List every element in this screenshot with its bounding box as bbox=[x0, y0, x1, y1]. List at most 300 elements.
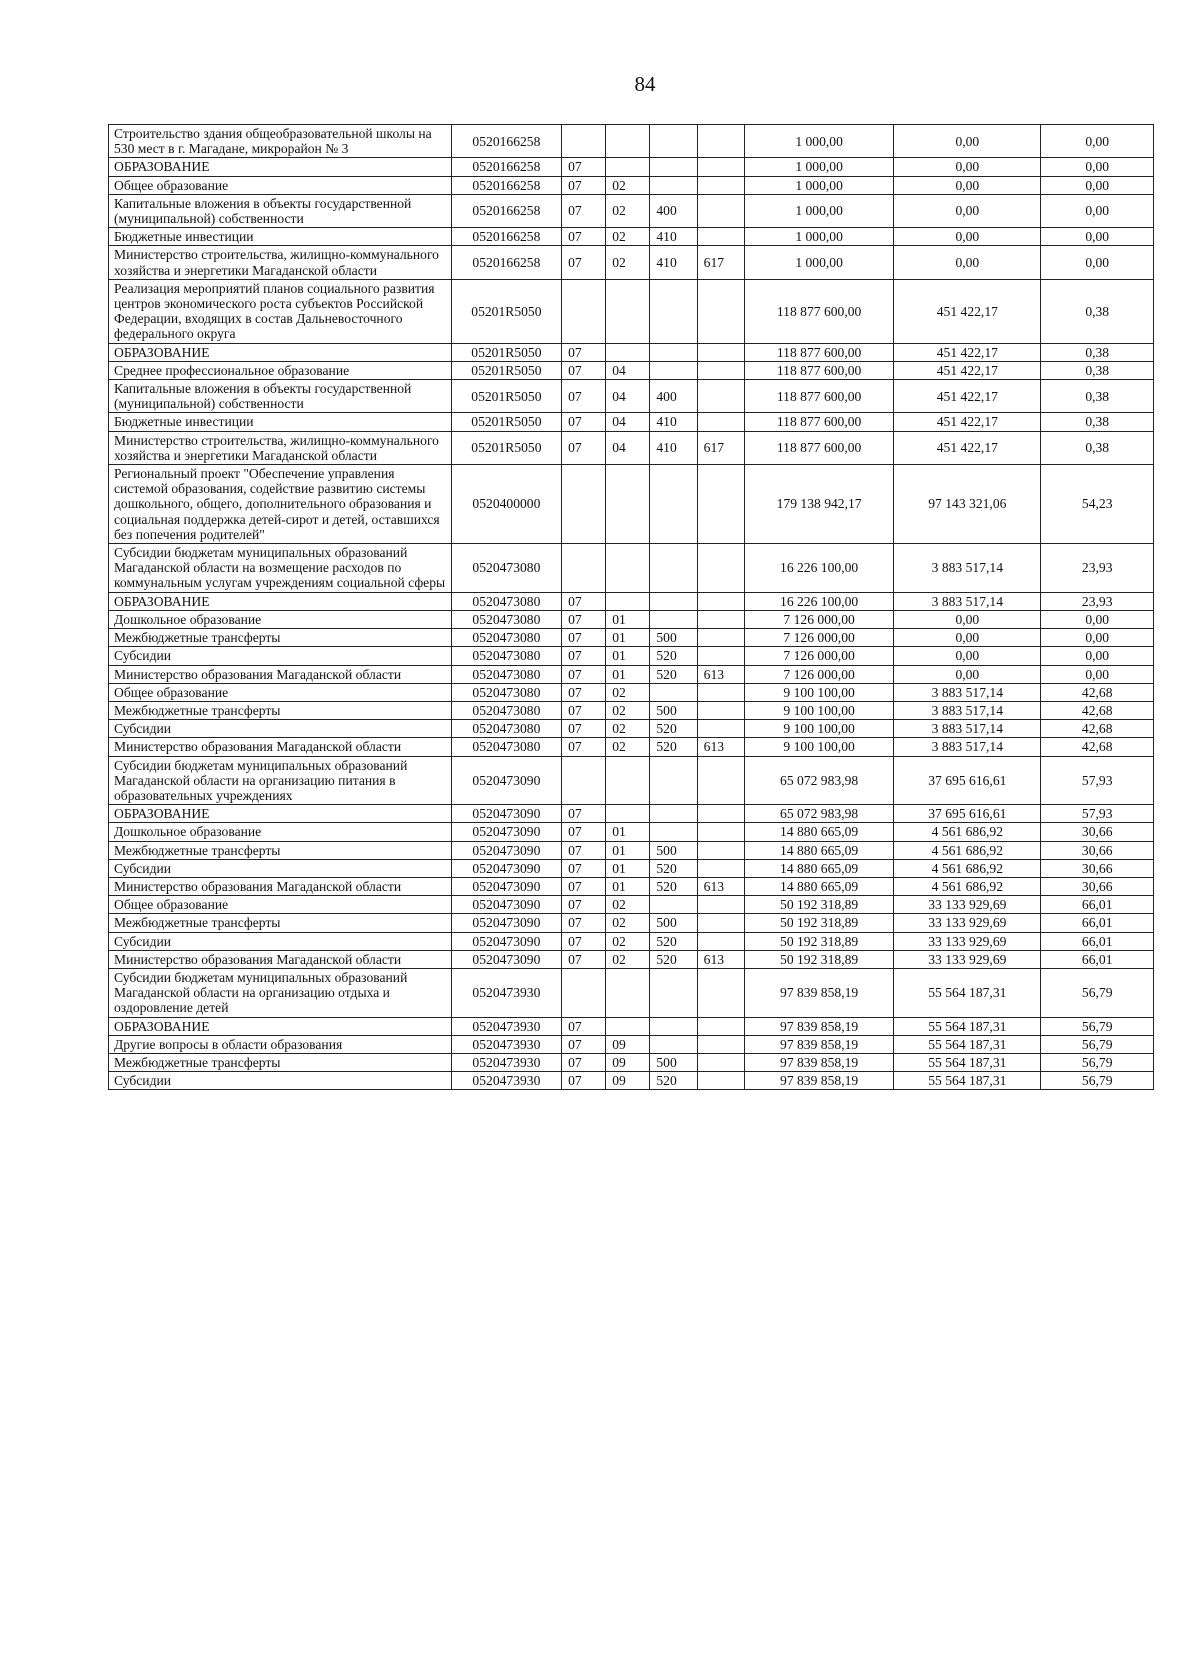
row-expense-type bbox=[650, 683, 697, 701]
row-plan-amount: 65 072 983,98 bbox=[744, 805, 893, 823]
row-section: 07 bbox=[562, 1053, 606, 1071]
row-section: 07 bbox=[562, 1035, 606, 1053]
row-plan-amount: 9 100 100,00 bbox=[744, 701, 893, 719]
row-target-code: 0520473080 bbox=[451, 647, 561, 665]
row-subsection: 04 bbox=[606, 413, 650, 431]
table-body bbox=[109, 125, 1154, 1090]
row-section: 07 bbox=[562, 380, 606, 413]
row-subsection: 01 bbox=[606, 647, 650, 665]
row-fact-amount: 3 883 517,14 bbox=[894, 544, 1041, 593]
row-target-code: 0520400000 bbox=[451, 465, 561, 544]
row-subsection: 01 bbox=[606, 610, 650, 628]
row-fact-amount: 451 422,17 bbox=[894, 413, 1041, 431]
row-target-code: 0520473080 bbox=[451, 610, 561, 628]
table-row bbox=[109, 176, 1154, 194]
row-administrator bbox=[697, 647, 744, 665]
row-expense-type: 520 bbox=[650, 738, 697, 756]
row-administrator bbox=[697, 1035, 744, 1053]
row-plan-amount: 16 226 100,00 bbox=[744, 592, 893, 610]
row-target-code: 0520473090 bbox=[451, 859, 561, 877]
row-name: Другие вопросы в области образования bbox=[109, 1035, 452, 1053]
row-plan-amount: 97 839 858,19 bbox=[744, 1053, 893, 1071]
row-expense-type: 520 bbox=[650, 877, 697, 895]
row-fact-amount: 33 133 929,69 bbox=[894, 932, 1041, 950]
row-fact-amount: 4 561 686,92 bbox=[894, 823, 1041, 841]
row-target-code: 0520473090 bbox=[451, 823, 561, 841]
row-fact-amount: 0,00 bbox=[894, 176, 1041, 194]
row-percent: 42,68 bbox=[1041, 720, 1154, 738]
row-percent: 54,23 bbox=[1041, 465, 1154, 544]
table-row bbox=[109, 823, 1154, 841]
table-row bbox=[109, 841, 1154, 859]
row-subsection: 02 bbox=[606, 738, 650, 756]
row-target-code: 0520473930 bbox=[451, 1053, 561, 1071]
row-administrator bbox=[697, 158, 744, 176]
row-target-code: 0520473090 bbox=[451, 841, 561, 859]
row-target-code: 0520166258 bbox=[451, 228, 561, 246]
row-plan-amount: 50 192 318,89 bbox=[744, 950, 893, 968]
row-fact-amount: 4 561 686,92 bbox=[894, 877, 1041, 895]
row-name: ОБРАЗОВАНИЕ bbox=[109, 805, 452, 823]
row-section: 07 bbox=[562, 361, 606, 379]
row-target-code: 0520473090 bbox=[451, 877, 561, 895]
row-administrator bbox=[697, 1072, 744, 1090]
row-percent: 56,79 bbox=[1041, 1017, 1154, 1035]
row-section: 07 bbox=[562, 701, 606, 719]
row-expense-type bbox=[650, 1035, 697, 1053]
row-plan-amount: 65 072 983,98 bbox=[744, 756, 893, 805]
row-fact-amount: 451 422,17 bbox=[894, 361, 1041, 379]
row-subsection: 01 bbox=[606, 841, 650, 859]
row-section: 07 bbox=[562, 823, 606, 841]
table-row bbox=[109, 279, 1154, 343]
row-plan-amount: 16 226 100,00 bbox=[744, 544, 893, 593]
row-expense-type bbox=[650, 968, 697, 1017]
row-target-code: 0520473080 bbox=[451, 629, 561, 647]
row-name: Строительство здания общеобразовательной школы на 530 мест в г. Магадане, микрорайон № 3 bbox=[109, 125, 452, 158]
row-fact-amount: 55 564 187,31 bbox=[894, 1035, 1041, 1053]
row-plan-amount: 97 839 858,19 bbox=[744, 1072, 893, 1090]
row-expense-type: 520 bbox=[650, 665, 697, 683]
row-fact-amount: 37 695 616,61 bbox=[894, 805, 1041, 823]
row-percent: 0,00 bbox=[1041, 665, 1154, 683]
row-expense-type bbox=[650, 610, 697, 628]
row-expense-type bbox=[650, 125, 697, 158]
row-percent: 42,68 bbox=[1041, 701, 1154, 719]
table-row bbox=[109, 1072, 1154, 1090]
row-plan-amount: 9 100 100,00 bbox=[744, 738, 893, 756]
row-name: Министерство образования Магаданской области bbox=[109, 877, 452, 895]
row-target-code: 0520473080 bbox=[451, 720, 561, 738]
row-section bbox=[562, 756, 606, 805]
row-section: 07 bbox=[562, 610, 606, 628]
row-expense-type bbox=[650, 823, 697, 841]
row-name: Министерство образования Магаданской области bbox=[109, 950, 452, 968]
table-row bbox=[109, 544, 1154, 593]
row-section: 07 bbox=[562, 629, 606, 647]
row-administrator bbox=[697, 841, 744, 859]
row-subsection: 01 bbox=[606, 823, 650, 841]
row-expense-type bbox=[650, 1017, 697, 1035]
row-expense-type: 410 bbox=[650, 246, 697, 279]
row-subsection: 01 bbox=[606, 877, 650, 895]
row-subsection bbox=[606, 279, 650, 343]
row-administrator bbox=[697, 720, 744, 738]
row-plan-amount: 14 880 665,09 bbox=[744, 823, 893, 841]
row-section: 07 bbox=[562, 1017, 606, 1035]
row-percent: 30,66 bbox=[1041, 859, 1154, 877]
row-administrator bbox=[697, 343, 744, 361]
row-percent: 66,01 bbox=[1041, 950, 1154, 968]
row-subsection bbox=[606, 343, 650, 361]
row-administrator bbox=[697, 125, 744, 158]
row-expense-type: 520 bbox=[650, 932, 697, 950]
row-expense-type bbox=[650, 176, 697, 194]
row-fact-amount: 55 564 187,31 bbox=[894, 968, 1041, 1017]
row-name: Общее образование bbox=[109, 176, 452, 194]
row-plan-amount: 7 126 000,00 bbox=[744, 629, 893, 647]
row-subsection bbox=[606, 756, 650, 805]
row-section: 07 bbox=[562, 431, 606, 464]
row-subsection bbox=[606, 125, 650, 158]
row-name: Дошкольное образование bbox=[109, 610, 452, 628]
row-name: Субсидии bbox=[109, 859, 452, 877]
row-percent: 23,93 bbox=[1041, 544, 1154, 593]
row-expense-type bbox=[650, 544, 697, 593]
row-section bbox=[562, 968, 606, 1017]
row-name: Межбюджетные трансферты bbox=[109, 701, 452, 719]
row-fact-amount: 0,00 bbox=[894, 610, 1041, 628]
row-subsection: 09 bbox=[606, 1072, 650, 1090]
row-name: Бюджетные инвестиции bbox=[109, 228, 452, 246]
row-name: Субсидии bbox=[109, 720, 452, 738]
row-subsection: 04 bbox=[606, 380, 650, 413]
row-administrator bbox=[697, 859, 744, 877]
row-expense-type: 520 bbox=[650, 1072, 697, 1090]
row-target-code: 0520473080 bbox=[451, 701, 561, 719]
row-plan-amount: 7 126 000,00 bbox=[744, 610, 893, 628]
row-subsection: 01 bbox=[606, 629, 650, 647]
row-expense-type: 400 bbox=[650, 380, 697, 413]
row-administrator bbox=[697, 932, 744, 950]
row-name: Региональный проект "Обеспечение управления системой образования, содействие развитию системы дошкольного, общего, дополнительного образования и социальная поддержка детей-сирот и детей, оставшихся без попечения родителей" bbox=[109, 465, 452, 544]
table-row bbox=[109, 701, 1154, 719]
table-row bbox=[109, 1035, 1154, 1053]
row-subsection: 09 bbox=[606, 1035, 650, 1053]
row-plan-amount: 9 100 100,00 bbox=[744, 683, 893, 701]
table-row bbox=[109, 610, 1154, 628]
row-expense-type bbox=[650, 592, 697, 610]
row-subsection bbox=[606, 968, 650, 1017]
row-name: Общее образование bbox=[109, 896, 452, 914]
row-percent: 57,93 bbox=[1041, 756, 1154, 805]
row-name: ОБРАЗОВАНИЕ bbox=[109, 343, 452, 361]
row-expense-type bbox=[650, 896, 697, 914]
row-name: ОБРАЗОВАНИЕ bbox=[109, 158, 452, 176]
row-percent: 0,00 bbox=[1041, 246, 1154, 279]
row-fact-amount: 0,00 bbox=[894, 629, 1041, 647]
row-name: Министерство образования Магаданской области bbox=[109, 665, 452, 683]
row-administrator bbox=[697, 176, 744, 194]
row-section: 07 bbox=[562, 877, 606, 895]
row-fact-amount: 3 883 517,14 bbox=[894, 701, 1041, 719]
row-target-code: 0520166258 bbox=[451, 176, 561, 194]
row-section: 07 bbox=[562, 896, 606, 914]
row-section: 07 bbox=[562, 1072, 606, 1090]
table-row bbox=[109, 629, 1154, 647]
row-name: Министерство образования Магаданской области bbox=[109, 738, 452, 756]
row-percent: 0,00 bbox=[1041, 176, 1154, 194]
row-subsection: 02 bbox=[606, 914, 650, 932]
row-administrator bbox=[697, 279, 744, 343]
row-fact-amount: 451 422,17 bbox=[894, 431, 1041, 464]
row-administrator: 613 bbox=[697, 738, 744, 756]
table-row bbox=[109, 683, 1154, 701]
table-row bbox=[109, 720, 1154, 738]
row-expense-type: 410 bbox=[650, 413, 697, 431]
row-section: 07 bbox=[562, 647, 606, 665]
row-target-code: 0520166258 bbox=[451, 194, 561, 227]
row-plan-amount: 7 126 000,00 bbox=[744, 647, 893, 665]
row-fact-amount: 3 883 517,14 bbox=[894, 683, 1041, 701]
row-percent: 56,79 bbox=[1041, 1072, 1154, 1090]
row-plan-amount: 97 839 858,19 bbox=[744, 1017, 893, 1035]
row-name: ОБРАЗОВАНИЕ bbox=[109, 1017, 452, 1035]
row-fact-amount: 0,00 bbox=[894, 158, 1041, 176]
table-row bbox=[109, 343, 1154, 361]
row-percent: 0,00 bbox=[1041, 610, 1154, 628]
row-fact-amount: 33 133 929,69 bbox=[894, 950, 1041, 968]
row-fact-amount: 0,00 bbox=[894, 228, 1041, 246]
row-target-code: 0520166258 bbox=[451, 158, 561, 176]
row-administrator bbox=[697, 805, 744, 823]
row-target-code: 05201R5050 bbox=[451, 413, 561, 431]
row-section bbox=[562, 279, 606, 343]
row-target-code: 0520473090 bbox=[451, 932, 561, 950]
row-expense-type bbox=[650, 158, 697, 176]
row-subsection bbox=[606, 592, 650, 610]
row-subsection: 01 bbox=[606, 665, 650, 683]
row-administrator bbox=[697, 701, 744, 719]
row-subsection bbox=[606, 544, 650, 593]
row-section: 07 bbox=[562, 914, 606, 932]
row-administrator bbox=[697, 465, 744, 544]
row-section bbox=[562, 125, 606, 158]
row-subsection: 02 bbox=[606, 720, 650, 738]
row-target-code: 0520473090 bbox=[451, 756, 561, 805]
table-row bbox=[109, 932, 1154, 950]
row-target-code: 0520473930 bbox=[451, 1017, 561, 1035]
row-administrator bbox=[697, 194, 744, 227]
row-plan-amount: 1 000,00 bbox=[744, 246, 893, 279]
page-number: 84 bbox=[634, 72, 656, 96]
row-plan-amount: 50 192 318,89 bbox=[744, 914, 893, 932]
row-administrator: 613 bbox=[697, 877, 744, 895]
row-name: Субсидии bbox=[109, 647, 452, 665]
row-subsection: 02 bbox=[606, 176, 650, 194]
row-name: Субсидии bbox=[109, 932, 452, 950]
row-fact-amount: 0,00 bbox=[894, 194, 1041, 227]
row-name: Межбюджетные трансферты bbox=[109, 914, 452, 932]
row-fact-amount: 0,00 bbox=[894, 125, 1041, 158]
row-section: 07 bbox=[562, 841, 606, 859]
row-percent: 66,01 bbox=[1041, 914, 1154, 932]
row-name: Субсидии bbox=[109, 1072, 452, 1090]
row-section: 07 bbox=[562, 592, 606, 610]
row-section: 07 bbox=[562, 246, 606, 279]
row-percent: 0,00 bbox=[1041, 228, 1154, 246]
row-fact-amount: 0,00 bbox=[894, 246, 1041, 279]
row-target-code: 0520473930 bbox=[451, 1072, 561, 1090]
row-administrator bbox=[697, 756, 744, 805]
row-percent: 42,68 bbox=[1041, 683, 1154, 701]
row-percent: 0,00 bbox=[1041, 647, 1154, 665]
row-percent: 56,79 bbox=[1041, 1035, 1154, 1053]
row-administrator bbox=[697, 380, 744, 413]
row-plan-amount: 14 880 665,09 bbox=[744, 841, 893, 859]
row-percent: 0,38 bbox=[1041, 343, 1154, 361]
row-percent: 0,38 bbox=[1041, 361, 1154, 379]
row-fact-amount: 451 422,17 bbox=[894, 279, 1041, 343]
row-fact-amount: 55 564 187,31 bbox=[894, 1017, 1041, 1035]
row-target-code: 0520473930 bbox=[451, 968, 561, 1017]
row-plan-amount: 118 877 600,00 bbox=[744, 413, 893, 431]
row-subsection: 02 bbox=[606, 228, 650, 246]
table-row bbox=[109, 194, 1154, 227]
row-section: 07 bbox=[562, 158, 606, 176]
row-section: 07 bbox=[562, 805, 606, 823]
row-target-code: 0520473090 bbox=[451, 950, 561, 968]
row-target-code: 0520473080 bbox=[451, 683, 561, 701]
row-target-code: 0520473080 bbox=[451, 738, 561, 756]
row-expense-type: 410 bbox=[650, 228, 697, 246]
row-expense-type: 520 bbox=[650, 859, 697, 877]
table-row bbox=[109, 877, 1154, 895]
row-expense-type bbox=[650, 343, 697, 361]
budget-table bbox=[108, 124, 1154, 1090]
row-fact-amount: 451 422,17 bbox=[894, 380, 1041, 413]
row-subsection: 04 bbox=[606, 431, 650, 464]
row-administrator: 613 bbox=[697, 950, 744, 968]
row-section: 07 bbox=[562, 738, 606, 756]
row-expense-type: 400 bbox=[650, 194, 697, 227]
row-target-code: 0520473090 bbox=[451, 914, 561, 932]
row-administrator bbox=[697, 592, 744, 610]
row-plan-amount: 14 880 665,09 bbox=[744, 859, 893, 877]
row-name: Общее образование bbox=[109, 683, 452, 701]
row-fact-amount: 33 133 929,69 bbox=[894, 896, 1041, 914]
row-plan-amount: 97 839 858,19 bbox=[744, 1035, 893, 1053]
row-fact-amount: 55 564 187,31 bbox=[894, 1053, 1041, 1071]
row-fact-amount: 0,00 bbox=[894, 665, 1041, 683]
row-plan-amount: 1 000,00 bbox=[744, 228, 893, 246]
row-administrator bbox=[697, 823, 744, 841]
row-name: Бюджетные инвестиции bbox=[109, 413, 452, 431]
table-row bbox=[109, 859, 1154, 877]
row-plan-amount: 1 000,00 bbox=[744, 176, 893, 194]
row-subsection: 02 bbox=[606, 246, 650, 279]
row-target-code: 0520166258 bbox=[451, 246, 561, 279]
row-plan-amount: 97 839 858,19 bbox=[744, 968, 893, 1017]
row-percent: 30,66 bbox=[1041, 841, 1154, 859]
row-expense-type: 520 bbox=[650, 647, 697, 665]
row-section bbox=[562, 465, 606, 544]
row-fact-amount: 3 883 517,14 bbox=[894, 738, 1041, 756]
row-subsection bbox=[606, 158, 650, 176]
row-plan-amount: 14 880 665,09 bbox=[744, 877, 893, 895]
row-section: 07 bbox=[562, 950, 606, 968]
row-administrator bbox=[697, 544, 744, 593]
row-expense-type bbox=[650, 361, 697, 379]
table-row bbox=[109, 592, 1154, 610]
row-expense-type bbox=[650, 805, 697, 823]
row-subsection: 02 bbox=[606, 683, 650, 701]
row-plan-amount: 118 877 600,00 bbox=[744, 361, 893, 379]
row-expense-type: 520 bbox=[650, 720, 697, 738]
table-row bbox=[109, 246, 1154, 279]
row-administrator bbox=[697, 610, 744, 628]
row-expense-type: 500 bbox=[650, 914, 697, 932]
row-percent: 0,38 bbox=[1041, 413, 1154, 431]
row-plan-amount: 50 192 318,89 bbox=[744, 932, 893, 950]
row-subsection: 02 bbox=[606, 701, 650, 719]
row-subsection bbox=[606, 1017, 650, 1035]
row-target-code: 0520473090 bbox=[451, 896, 561, 914]
row-fact-amount: 55 564 187,31 bbox=[894, 1072, 1041, 1090]
row-name: Реализация мероприятий планов социального развития центров экономического роста субъектов Российской Федерации, входящих в состав Дальневосточного федерального округа bbox=[109, 279, 452, 343]
row-plan-amount: 118 877 600,00 bbox=[744, 279, 893, 343]
table-row bbox=[109, 738, 1154, 756]
table-row bbox=[109, 968, 1154, 1017]
table-row bbox=[109, 914, 1154, 932]
row-name: Межбюджетные трансферты bbox=[109, 1053, 452, 1071]
table-row bbox=[109, 228, 1154, 246]
row-plan-amount: 7 126 000,00 bbox=[744, 665, 893, 683]
row-percent: 42,68 bbox=[1041, 738, 1154, 756]
row-name: Межбюджетные трансферты bbox=[109, 841, 452, 859]
row-administrator: 617 bbox=[697, 431, 744, 464]
row-section: 07 bbox=[562, 228, 606, 246]
row-percent: 30,66 bbox=[1041, 877, 1154, 895]
row-plan-amount: 1 000,00 bbox=[744, 158, 893, 176]
row-fact-amount: 3 883 517,14 bbox=[894, 720, 1041, 738]
table-row bbox=[109, 1053, 1154, 1071]
row-section: 07 bbox=[562, 343, 606, 361]
row-expense-type bbox=[650, 465, 697, 544]
table-row bbox=[109, 465, 1154, 544]
row-fact-amount: 4 561 686,92 bbox=[894, 859, 1041, 877]
row-section: 07 bbox=[562, 194, 606, 227]
row-plan-amount: 50 192 318,89 bbox=[744, 896, 893, 914]
row-target-code: 0520473080 bbox=[451, 544, 561, 593]
row-fact-amount: 451 422,17 bbox=[894, 343, 1041, 361]
row-subsection: 02 bbox=[606, 896, 650, 914]
row-percent: 0,00 bbox=[1041, 629, 1154, 647]
row-expense-type: 410 bbox=[650, 431, 697, 464]
row-fact-amount: 0,00 bbox=[894, 647, 1041, 665]
table-row bbox=[109, 805, 1154, 823]
table-row bbox=[109, 431, 1154, 464]
row-administrator bbox=[697, 629, 744, 647]
row-section bbox=[562, 544, 606, 593]
row-expense-type: 520 bbox=[650, 950, 697, 968]
row-fact-amount: 3 883 517,14 bbox=[894, 592, 1041, 610]
row-plan-amount: 1 000,00 bbox=[744, 194, 893, 227]
row-percent: 56,79 bbox=[1041, 968, 1154, 1017]
row-expense-type: 500 bbox=[650, 629, 697, 647]
row-percent: 66,01 bbox=[1041, 896, 1154, 914]
row-administrator bbox=[697, 683, 744, 701]
